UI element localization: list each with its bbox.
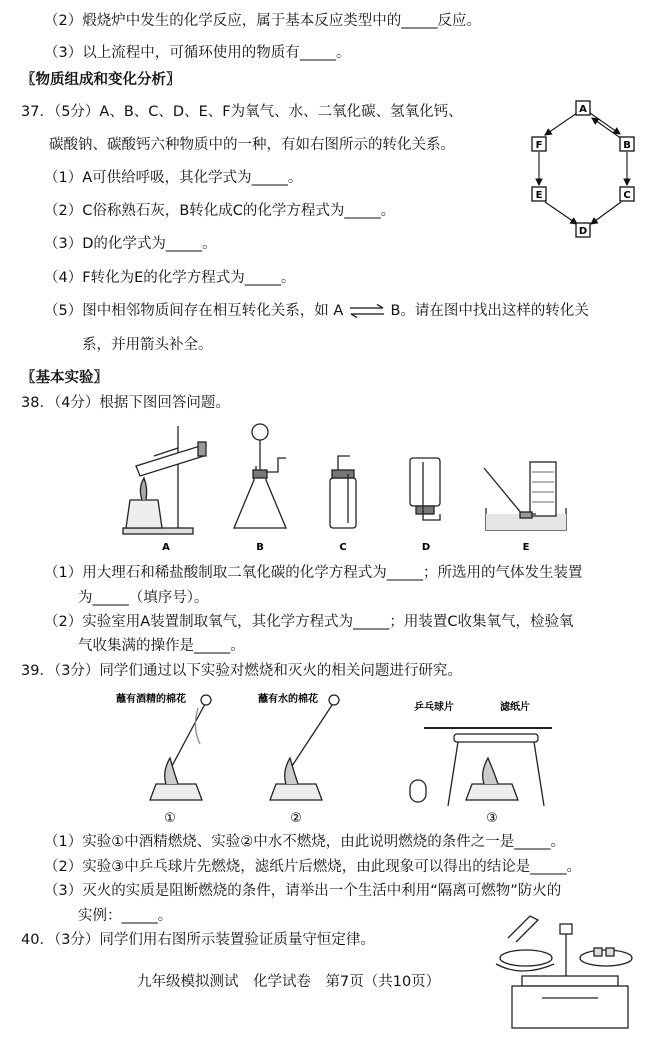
- node-e: [532, 187, 546, 201]
- q39-part3-line2: 实例：_____。: [78, 908, 173, 924]
- apparatus-label-b: B: [256, 542, 264, 553]
- apparatus-label-a: A: [162, 542, 170, 553]
- svg-text:D: D: [578, 226, 588, 237]
- node-b: [620, 137, 634, 151]
- node-d: [576, 223, 590, 237]
- apparatus-a-heating-tube: [123, 426, 206, 534]
- q37-stem-line2: 碳酸钠、碳酸钙六种物质中的一种，有如右图所示的转化关系。: [49, 137, 455, 153]
- q38-part1-line2: 为_____（填序号）。: [78, 590, 209, 606]
- q40-stem: 40．（3分）同学们用右图所示装置验证质量守恒定律。: [21, 932, 375, 948]
- q39-combustion-figure: [108, 688, 568, 828]
- svg-text:A: A: [579, 104, 587, 115]
- apparatus-d-inverted-bottle: [410, 458, 440, 520]
- svg-text:B: B: [623, 140, 631, 151]
- apparatus-b-flask-funnel: [234, 424, 286, 528]
- q36-part2: （2）煅烧炉中发生的化学反应，属于基本反应类型中的_____反应。: [44, 13, 481, 29]
- node-c: [620, 187, 634, 201]
- svg-text:F: F: [535, 140, 543, 151]
- q39-stem: 39．（3分）同学们通过以下实验对燃烧和灭火的相关问题进行研究。: [21, 663, 462, 679]
- q39-part3-line1: （3）灭火的实质是阻断燃烧的条件，请举出一个生活中利用“隔离可燃物”防火的: [44, 883, 562, 899]
- q37-part3: （3）D的化学式为_____。: [44, 236, 217, 252]
- q37-stem-line1: 37．（5分）A、B、C、D、E、F为氧气、水、二氧化碳、氢氧化钙、: [21, 104, 463, 120]
- experiment-number-2: ②: [290, 811, 302, 826]
- double-arrow-icon: [348, 304, 386, 318]
- q37-conversion-diagram: [525, 98, 645, 240]
- label-water-cotton: 蘸有水的棉花: [258, 694, 318, 705]
- experiment-3-tripod-copper-plate: [410, 728, 552, 806]
- apparatus-e-water-trough: [484, 462, 566, 530]
- apparatus-label-e: E: [522, 542, 530, 553]
- q37-part5-line2: 系，并用箭头补全。: [82, 337, 213, 353]
- apparatus-label-d: D: [421, 542, 431, 553]
- experiment-number-1: ①: [164, 811, 176, 826]
- section-heading-experiment: 〖基本实验〗: [21, 370, 108, 386]
- svg-text:C: C: [623, 190, 631, 201]
- section-heading-composition: 〖物质组成和变化分析〗: [21, 72, 181, 88]
- experiment-2-water-cotton: [270, 695, 339, 800]
- q40-balance-figure: [482, 908, 642, 1033]
- q37-part4: （4）F转化为E的化学方程式为_____。: [44, 270, 296, 286]
- label-filter-paper: 滤纸片: [500, 702, 530, 713]
- q37-part5-text-a: （5）图中相邻物质间存在相互转化关系，如 A: [44, 303, 344, 319]
- q36-part3: （3）以上流程中，可循环使用的物质有_____。: [44, 45, 351, 61]
- experiment-1-alcohol-cotton: [150, 695, 211, 800]
- q37-part5: [44, 301, 589, 321]
- apparatus-label-c: C: [339, 542, 347, 553]
- label-pingpong-piece: 乒乓球片: [414, 702, 454, 713]
- q38-part2-line1: （2）实验室用A装置制取氧气，其化学方程式为_____；用装置C收集氧气，检验氧: [44, 614, 574, 630]
- q39-part2: （2）实验③中乒乓球片先燃烧，滤纸片后燃烧，由此现象可以得出的结论是_____。: [44, 859, 581, 875]
- q38-apparatus-figure: [118, 418, 578, 558]
- q37-part1: （1）A可供给呼吸，其化学式为_____。: [44, 170, 303, 186]
- svg-text:E: E: [535, 190, 543, 201]
- experiment-number-3: ③: [486, 811, 498, 826]
- node-a: [576, 101, 590, 115]
- q38-part1-line1: （1）用大理石和稀盐酸制取二氧化碳的化学方程式为_____；所选用的气体发生装置: [44, 565, 583, 581]
- apparatus-c-gas-bottle: [330, 456, 356, 528]
- label-alcohol-cotton: 蘸有酒精的棉花: [116, 694, 186, 705]
- page-footer: 九年级模拟测试 化学试卷 第7页（共10页）: [137, 974, 441, 990]
- q39-part1: （1）实验①中酒精燃烧、实验②中水不燃烧，由此说明燃烧的条件之一是_____。: [44, 834, 565, 850]
- q37-part2: （2）C俗称熟石灰，B转化成C的化学方程式为_____。: [44, 203, 396, 219]
- node-f: [532, 137, 546, 151]
- q37-part5-text-b: B。请在图中找出这样的转化关: [390, 303, 589, 319]
- q38-stem: 38．（4分）根据下图回答问题。: [21, 395, 230, 411]
- q38-part2-line2: 气收集满的操作是_____。: [78, 638, 245, 654]
